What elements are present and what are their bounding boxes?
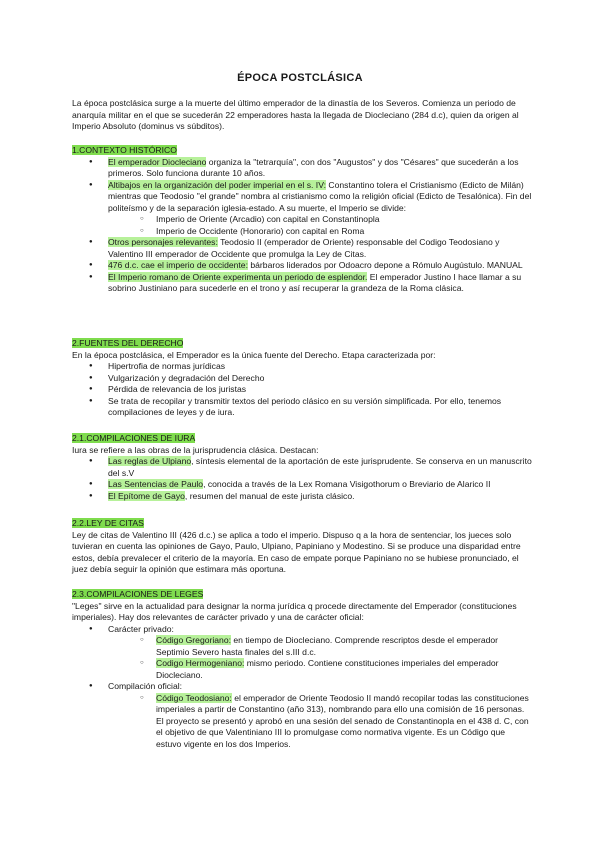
list-item	[72, 479, 532, 491]
bullet-list	[72, 157, 532, 295]
sub-list-item	[72, 635, 532, 658]
bullet-list	[72, 456, 532, 502]
item-text: en tiempo de Diocleciano. Comprende rescriptos desde el emperador Septimio Severo hasta finales del s.III d.c.	[156, 635, 499, 657]
highlight-text: El emperador Diocleciano	[108, 156, 207, 167]
highlight-text: Altibajos en la organización del poder imperial en el s. IV:	[108, 179, 326, 190]
list-item	[72, 157, 532, 180]
highlight-text: Codigo Hermogeniano:	[156, 658, 245, 668]
section-heading	[72, 589, 532, 601]
section-iura	[72, 433, 532, 502]
bullet-list	[72, 624, 532, 751]
list-item	[72, 456, 532, 479]
section-contexto	[72, 145, 532, 295]
bullet-list	[72, 361, 532, 419]
list-item-private: ● Carácter privado:	[72, 624, 532, 636]
item-text: mismo periodo. Contiene constituciones imperiales del emperador Diocleciano.	[156, 658, 499, 680]
heading-text: 2.3.COMPILACIONES DE LEGES	[72, 589, 204, 599]
sub-list-item	[72, 658, 532, 681]
section-intro: Iura se refiere a las obras de la jurisprudencia clásica. Destacan:	[72, 444, 319, 455]
list-item	[72, 260, 532, 272]
list-item: ● Se trata de recopilar y transmitir textos del periodo clásico en su versión simplificada. Por ello, tenemos compilaciones de leyes y de iura.	[72, 396, 532, 419]
intro-paragraph: La época postclásica surge a la muerte del último emperador de la dinastía de los Severos. Comienza un periodo de anarquía militar en el que se sucederán 22 emperadores hasta la llegada de Diocleciano (284 d.c), quien da origen al Imperio Absoluto (dominus vs súbditos).	[72, 98, 519, 131]
heading-text: 2.1.COMPILACIONES DE IURA	[72, 433, 196, 443]
list-item	[72, 180, 532, 215]
highlight-text: Las Sentencias de Paulo	[108, 479, 204, 489]
highlight-text: El Imperio romano de Oriente experimenta un periodo de esplendor.	[108, 271, 368, 282]
item-text: , síntesis elemental de la aportación de este jurisprudente. Se conserva en un manuscrito del s.V	[108, 456, 532, 478]
section-fuentes	[72, 338, 532, 419]
item-text: Constantino tolera el Cristianismo (Edicto de Milán) mientras que Teodosio "el grande" nombra al cristianismo como la religión oficial (Edicto de Tesalónica). Fin del politeísmo y de la separación iglesia-estado. A su muerte, el Imperio se divide:	[108, 179, 532, 213]
section-leges	[72, 589, 532, 750]
section-heading	[72, 338, 532, 350]
highlight-text: Las reglas de Ulpiano	[108, 456, 192, 466]
highlight-text: Código Gregoriano:	[156, 635, 232, 645]
list-item: ● Hipertrofia de normas jurídicas	[72, 361, 532, 373]
item-text: , conocida a través de la Lex Romana Visigothorum o Breviario de Alarico II	[203, 479, 491, 489]
section-intro: "Leges" sirve en la actualidad para designar la norma jurídica q procede directamente del Emperador (constituciones imperiales). Hay dos relevantes de carácter privado y una de carácter oficial:	[72, 600, 517, 622]
sub-list-item: ○ Imperio de Occidente (Honorario) con capital en Roma	[72, 226, 532, 238]
highlight-text: El Epítome de Gayo	[108, 490, 185, 501]
section-intro: En la época postclásica, el Emperador es la única fuente del Derecho. Etapa caracterizada por:	[72, 349, 436, 360]
list-item: ● Pérdida de relevancia de los juristas	[72, 384, 532, 396]
sub-list-item	[72, 693, 532, 751]
item-text: organiza la "tetrarquía", con dos "Augustos" y dos "Césares" que sucederán a los primeros. Solo funciona durante 10 años.	[108, 156, 519, 178]
section-heading	[72, 433, 532, 445]
heading-text: 2.FUENTES DEL DERECHO	[72, 338, 184, 348]
heading-text: 1.CONTEXTO HISTÓRICO	[72, 145, 177, 155]
item-text: bárbaros liderados por Odoacro depone a Rómulo Augústulo. MANUAL	[247, 260, 523, 270]
highlight-text: 476 d.c. cae el imperio de occidente:	[108, 260, 248, 270]
highlight-text: Código Teodosiano:	[156, 692, 232, 703]
item-text: Teodosio II (emperador de Oriente) responsable del Codigo Teodosiano y Valentino III emperador de Occidente que promulga la Ley de Citas.	[108, 237, 500, 259]
heading-text: 2.2.LEY DE CITAS	[72, 518, 144, 528]
section-ley-citas	[72, 518, 532, 576]
item-text: , resumen del manual de este jurista clásico.	[184, 490, 355, 501]
list-item	[72, 491, 532, 503]
list-item	[72, 237, 532, 260]
highlight-text: Otros personajes relevantes:	[108, 237, 218, 247]
page-title: ÉPOCA POSTCLÁSICA	[237, 72, 363, 84]
item-text: el emperador de Oriente Teodosio II mandó recopilar todas las constituciones imperiales a partir de Constantino (año 313), nombrando para ello una comisión de 16 personas. El proyecto se presentó y aprobó en una sesión del senado de Constantinopla en el 438 d. C, con el objetivo de que Valentiniano III lo promulgase como normativa vigente. Es un Código que estuvo vigente en los dos Imperios.	[156, 692, 529, 749]
section-heading	[72, 518, 532, 530]
sub-list-item: ○ Imperio de Oriente (Arcadio) con capital en Constantinopla	[72, 214, 532, 226]
section-heading	[72, 145, 532, 157]
item-text: El emperador Justino I hace llamar a su sobrino Justiniano para sucederle en el trono y así recuperar la grandeza de la Roma clásica.	[108, 271, 522, 293]
list-item-official: ● Compilación oficial:	[72, 681, 532, 693]
list-item	[72, 272, 532, 295]
list-item: ● Vulgarización y degradación del Derecho	[72, 373, 532, 385]
section-text: Ley de citas de Valentino III (426 d.c.) se aplica a todo el imperio. Dispuso q a la hora de sentenciar, los jueces solo tuvieran en cuenta las opiniones de Gayo, Paulo, Ulpiano, Papiniano y Modestino. Si se produce una disparidad entre estos, debía prevalecer el criterio de la mayoría. En caso de empate porque Papiniano no se hubiese pronunciado, el juez debía seguir la opinión que estimara más oportuna.	[72, 529, 521, 574]
